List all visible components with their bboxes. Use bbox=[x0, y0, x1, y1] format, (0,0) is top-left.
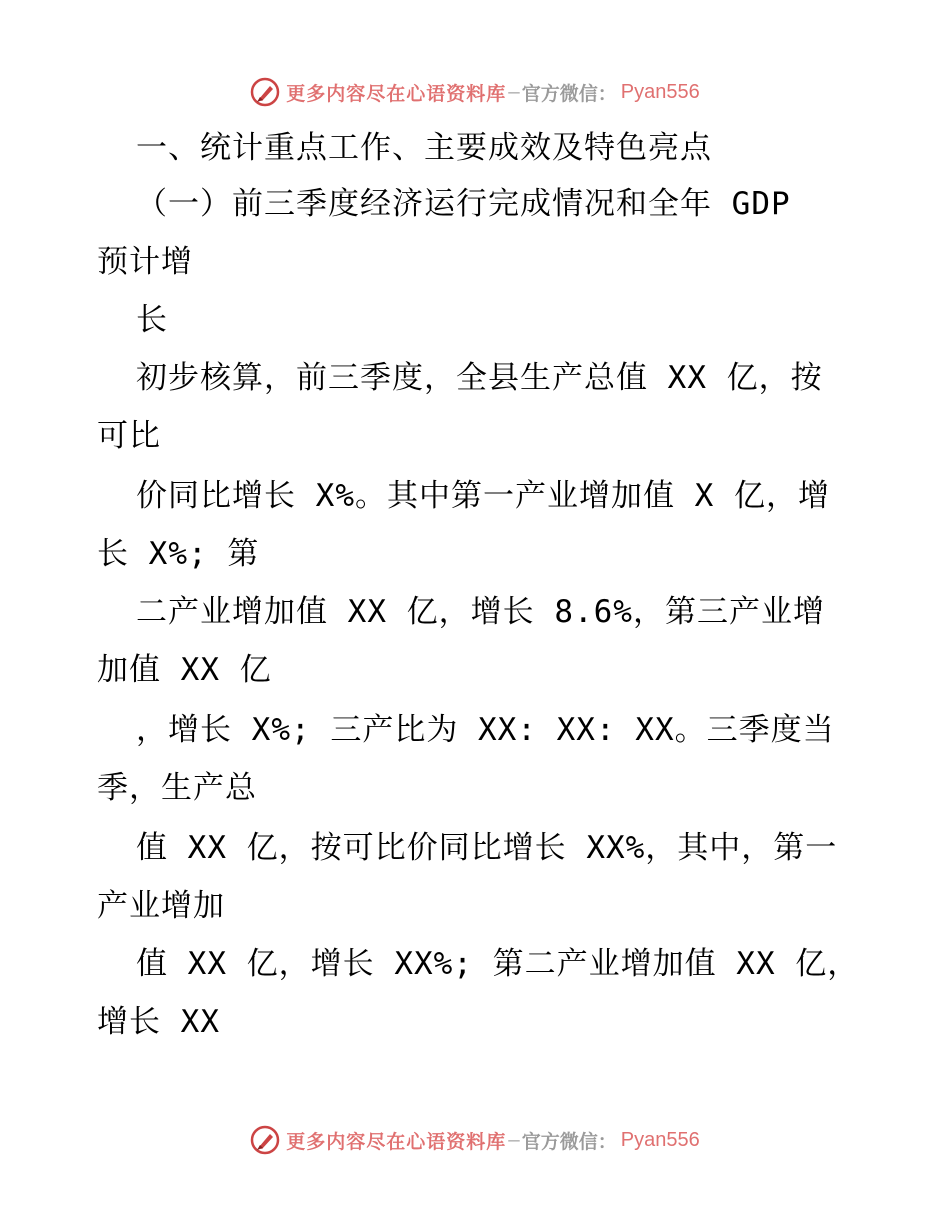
banner-wechat-label: 官方微信： bbox=[521, 82, 617, 105]
pen-logo-icon bbox=[250, 1125, 280, 1155]
pen-logo-icon bbox=[250, 77, 280, 107]
text-line: 加值 XX 亿 bbox=[97, 652, 272, 688]
section-heading: 一、统计重点工作、主要成效及特色亮点 bbox=[136, 130, 712, 166]
text-line: 可比 bbox=[97, 418, 161, 454]
text-line: 预计增 bbox=[97, 244, 193, 280]
footer-watermark-banner bbox=[0, 1118, 950, 1162]
text-line: 二产业增加值 XX 亿，增长 8.6%，第三产业增 bbox=[136, 594, 825, 630]
text-line: 长 bbox=[136, 302, 168, 338]
subsection-heading: （一）前三季度经济运行完成情况和全年 GDP bbox=[136, 186, 791, 222]
banner-text: 更多内容尽在心语资料库 bbox=[286, 82, 507, 105]
banner-wechat-id: Pyan556 bbox=[620, 80, 700, 103]
text-line: 初步核算，前三季度，全县生产总值 XX 亿，按 bbox=[136, 360, 823, 396]
banner-dash: — bbox=[508, 81, 520, 103]
text-line: 值 XX 亿，按可比价同比增长 XX%，其中，第一 bbox=[136, 830, 838, 866]
text-line: 产业增加 bbox=[97, 888, 225, 924]
header-watermark-banner bbox=[0, 70, 950, 114]
text-line: 价同比增长 X%。其中第一产业增加值 X 亿，增 bbox=[136, 478, 830, 514]
text-line: 增长 XX bbox=[97, 1004, 220, 1040]
banner-text: 更多内容尽在心语资料库 bbox=[286, 1130, 507, 1153]
text-line: 值 XX 亿，增长 XX%; 第二产业增加值 XX 亿， bbox=[136, 946, 860, 982]
text-line: 长 X%; 第 bbox=[97, 536, 260, 572]
banner-wechat-id: Pyan556 bbox=[620, 1128, 700, 1151]
banner-dash: — bbox=[508, 1129, 520, 1151]
text-line: ，增长 X%; 三产比为 XX: XX: XX。三季度当 bbox=[136, 712, 835, 748]
text-line: 季，生产总 bbox=[97, 770, 257, 806]
banner-wechat-label: 官方微信： bbox=[521, 1130, 617, 1153]
